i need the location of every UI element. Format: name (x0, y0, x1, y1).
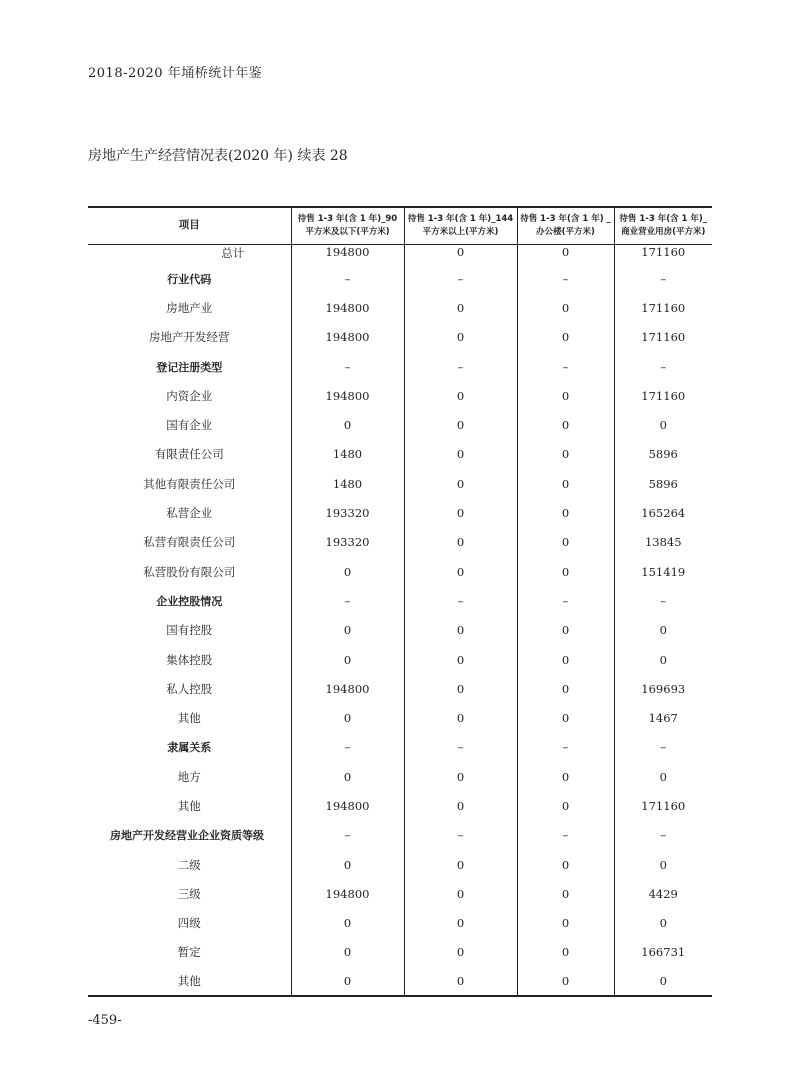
row-label: 其他 (88, 967, 291, 996)
row-label: 有限责任公司 (154, 447, 224, 462)
column-header-commercial: 待售 1-3 年(含 1 年)_ 商业营业用房(平方米) (614, 207, 712, 244)
table-row (88, 440, 712, 469)
row-value: 0 (404, 674, 517, 703)
row-value: 0 (404, 967, 517, 996)
row-value: 194800 (291, 293, 404, 322)
column-header-90sqm-below: 待售 1-3 年(含 1 年)_90 平方米及以下(平方米) (291, 207, 404, 244)
row-value: 4429 (614, 879, 712, 908)
row-label: 地方 (177, 769, 201, 784)
row-value: – (291, 352, 404, 381)
row-value: 0 (404, 791, 517, 820)
row-value: 0 (404, 410, 517, 439)
row-value: 0 (404, 293, 517, 322)
row-value: 0 (404, 498, 517, 527)
row-label: 私营有限责任公司 (143, 535, 236, 550)
row-value: – (404, 264, 517, 293)
row-value: 193320 (291, 528, 404, 557)
table-row (88, 791, 712, 820)
statistics-table (88, 206, 712, 997)
row-value: 0 (517, 469, 614, 498)
row-value: 0 (291, 645, 404, 674)
row-label: 其他 (177, 711, 201, 726)
row-value: 0 (404, 850, 517, 879)
row-label: 其他 (177, 798, 201, 813)
row-value: 0 (517, 938, 614, 967)
table-row (88, 938, 712, 967)
row-label: 二级 (177, 857, 201, 872)
row-value: – (291, 264, 404, 293)
row-label: 房地产业 (166, 300, 213, 315)
table-row (88, 264, 712, 293)
row-value: 0 (517, 909, 614, 938)
row-value: 0 (517, 244, 614, 264)
row-value: 0 (404, 938, 517, 967)
row-value: 5896 (614, 440, 712, 469)
row-value: – (614, 733, 712, 762)
table-row (88, 733, 712, 762)
row-value: 0 (404, 557, 517, 586)
row-value: 5896 (614, 469, 712, 498)
row-value: 171160 (614, 323, 712, 352)
table-header-row (88, 207, 712, 244)
row-value: 0 (404, 323, 517, 352)
row-value: 194800 (291, 323, 404, 352)
row-label: 内资企业 (166, 388, 213, 403)
row-value: 0 (517, 293, 614, 322)
row-value: 0 (517, 703, 614, 732)
row-value: 0 (614, 967, 712, 996)
table-row (88, 498, 712, 527)
row-value: 0 (291, 410, 404, 439)
table-row (88, 909, 712, 938)
row-value: 193320 (291, 498, 404, 527)
row-value: 0 (404, 381, 517, 410)
row-label: 房地产开发经营业企业资质等级 (110, 829, 264, 843)
row-value: 151419 (614, 557, 712, 586)
row-value: 0 (404, 645, 517, 674)
table-row (88, 244, 712, 264)
row-label: 四级 (177, 916, 201, 931)
row-label: 私营股份有限公司 (143, 564, 236, 579)
table-row (88, 821, 712, 850)
row-label: 暂定 (177, 945, 201, 960)
row-value: – (404, 586, 517, 615)
row-value: 0 (517, 498, 614, 527)
row-value: 194800 (291, 879, 404, 908)
page-number: -459- (88, 1013, 122, 1028)
column-header-item: 项目 (88, 207, 291, 244)
running-head: 2018-2020 年埇桥统计年鉴 (88, 66, 263, 81)
row-label: 企业控股情况 (156, 594, 223, 608)
table-row (88, 762, 712, 791)
row-value: 0 (404, 469, 517, 498)
table-body (88, 244, 712, 996)
table-row (88, 293, 712, 322)
row-value: 0 (614, 762, 712, 791)
row-value: 0 (517, 381, 614, 410)
row-value: – (517, 821, 614, 850)
row-value: 0 (517, 410, 614, 439)
row-value: 166731 (614, 938, 712, 967)
table-row (88, 469, 712, 498)
row-label: 集体控股 (166, 652, 213, 667)
row-label: 房地产开发经营 (149, 330, 230, 345)
row-value: 171160 (614, 244, 712, 264)
row-value: 0 (404, 528, 517, 557)
row-value: – (404, 733, 517, 762)
row-value: 0 (404, 440, 517, 469)
row-value: 194800 (291, 381, 404, 410)
column-header-office: 待售 1-3 年(含 1 年) _办公楼(平方米) (517, 207, 614, 244)
row-value: 169693 (614, 674, 712, 703)
table-row (88, 879, 712, 908)
row-value: 0 (291, 557, 404, 586)
row-value: 0 (517, 645, 614, 674)
row-value: 194800 (291, 791, 404, 820)
table-row (88, 557, 712, 586)
row-value: 0 (517, 879, 614, 908)
row-value: – (517, 264, 614, 293)
table-row (88, 967, 712, 996)
row-value: 0 (291, 967, 404, 996)
row-value: 0 (291, 850, 404, 879)
row-value: 0 (404, 616, 517, 645)
row-value: 0 (291, 909, 404, 938)
row-value: 0 (404, 703, 517, 732)
row-value: 0 (517, 323, 614, 352)
row-label: 总计 (221, 245, 245, 260)
row-value: 1480 (291, 440, 404, 469)
row-value: 0 (614, 850, 712, 879)
row-value: 0 (614, 616, 712, 645)
row-value: 171160 (614, 791, 712, 820)
row-value: – (404, 352, 517, 381)
row-value: 0 (614, 909, 712, 938)
column-header-144sqm-above: 待售 1-3 年(含 1 年)_144 平方米以上(平方米) (404, 207, 517, 244)
table-row (88, 703, 712, 732)
row-value: 0 (517, 762, 614, 791)
row-value: 0 (291, 703, 404, 732)
row-value: – (291, 586, 404, 615)
row-value: – (404, 821, 517, 850)
table-title: 房地产生产经营情况表(2020 年) 续表 28 (88, 148, 348, 164)
row-value: 171160 (614, 293, 712, 322)
row-label: 隶属关系 (167, 741, 212, 755)
row-value: 0 (517, 791, 614, 820)
table-row (88, 352, 712, 381)
table-row (88, 586, 712, 615)
row-value: 0 (517, 616, 614, 645)
row-value: 194800 (291, 244, 404, 264)
row-value: – (291, 821, 404, 850)
row-value: 0 (517, 440, 614, 469)
row-value: – (614, 352, 712, 381)
row-value: 0 (291, 938, 404, 967)
row-value: 0 (517, 674, 614, 703)
row-value: 0 (404, 879, 517, 908)
row-value: 0 (517, 528, 614, 557)
table-row (88, 850, 712, 879)
row-value: – (291, 733, 404, 762)
row-label: 私营企业 (166, 506, 213, 521)
row-value: 171160 (614, 381, 712, 410)
row-value: 0 (517, 557, 614, 586)
row-value: 0 (404, 762, 517, 791)
row-value: – (614, 586, 712, 615)
row-value: 0 (517, 850, 614, 879)
row-value: 0 (614, 645, 712, 674)
table-row (88, 528, 712, 557)
row-value: 0 (404, 909, 517, 938)
row-value: 0 (404, 244, 517, 264)
row-label: 私人控股 (166, 681, 213, 696)
table-row (88, 410, 712, 439)
row-label: 登记注册类型 (156, 360, 223, 374)
row-value: – (614, 264, 712, 293)
row-value: 0 (291, 762, 404, 791)
row-value: – (614, 821, 712, 850)
row-value: – (517, 733, 614, 762)
row-value: 165264 (614, 498, 712, 527)
table-row (88, 381, 712, 410)
row-value: 194800 (291, 674, 404, 703)
row-value: 0 (291, 616, 404, 645)
table-row (88, 323, 712, 352)
row-value: 0 (614, 410, 712, 439)
row-label: 其他有限责任公司 (143, 476, 236, 491)
row-value: 1480 (291, 469, 404, 498)
table-row (88, 616, 712, 645)
row-value: 13845 (614, 528, 712, 557)
row-value: – (517, 352, 614, 381)
table-row (88, 674, 712, 703)
row-value: – (517, 586, 614, 615)
row-value: 1467 (614, 703, 712, 732)
row-label: 国有控股 (166, 623, 213, 638)
table-row (88, 645, 712, 674)
row-value: 0 (517, 967, 614, 996)
row-label: 行业代码 (167, 272, 212, 286)
row-label: 国有企业 (166, 418, 213, 433)
row-label: 三级 (177, 886, 201, 901)
